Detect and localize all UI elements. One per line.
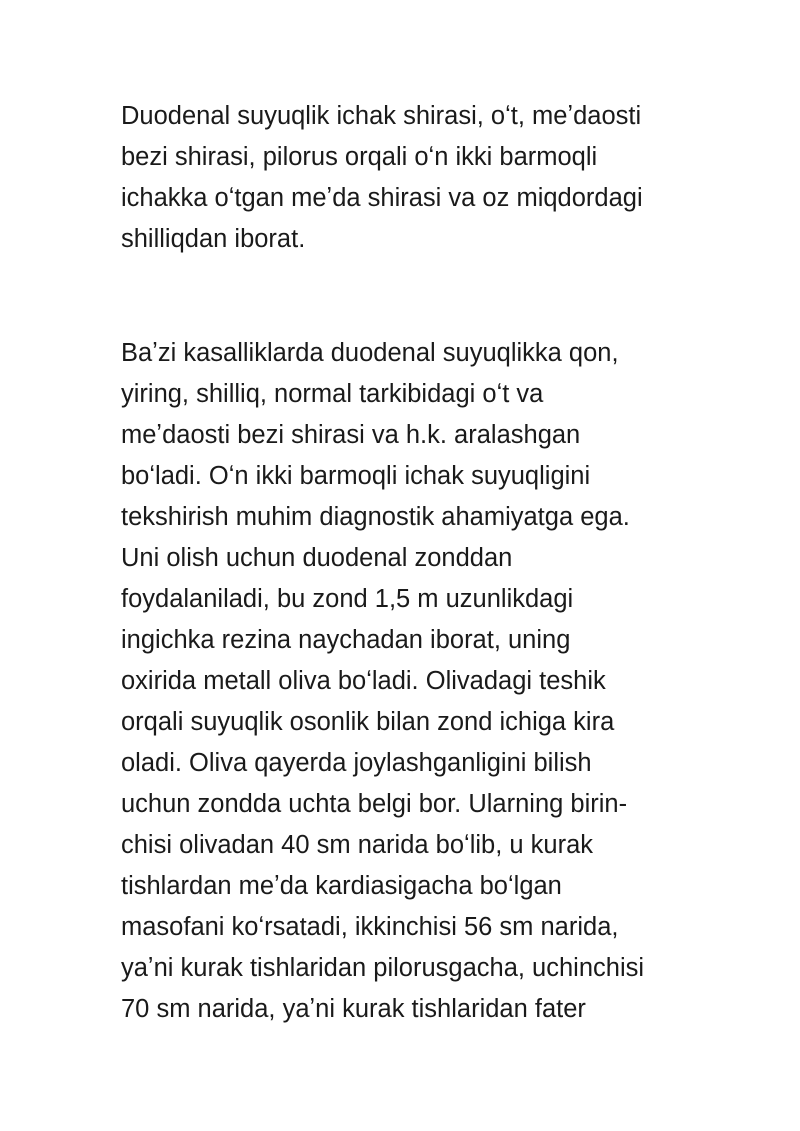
text-line: orqali suyuqlik osonlik bilan zond ichiga kira	[121, 708, 615, 736]
text-line: foydalaniladi, bu zond 1,5 m uzunlikdagi	[121, 585, 574, 613]
text-line: ingichka rezina naychadan iborat, uning	[121, 626, 571, 654]
text-line: meʼdaosti bezi shirasi va h.k. aralashgan	[121, 421, 581, 449]
text-line: yaʼni kurak tishlaridan pilorusgacha, uchinchisi	[121, 954, 645, 982]
text-line: Duodenal suyuqlik ichak shirasi, oʻt, meʼdaosti	[121, 102, 642, 130]
text-line: masofani koʻrsatadi, ikkinchisi 56 sm narida,	[121, 913, 619, 941]
text-line: tishlardan meʼda kardiasigacha boʻlgan	[121, 872, 562, 900]
text-line: 70 sm narida, yaʼni kurak tishlaridan fater	[121, 995, 586, 1023]
text-line: oladi. Oliva qayerda joylashganligini bilish	[121, 749, 592, 777]
text-line: boʻladi. Oʻn ikki barmoqli ichak suyuqligini	[121, 462, 591, 490]
text-line: shilliqdan iborat.	[121, 225, 306, 253]
paragraph-2	[121, 333, 721, 1030]
text-line: bezi shirasi, pilorus orqali oʻn ikki barmoqli	[121, 143, 598, 171]
text-line: tekshirish muhim diagnostik ahamiyatga ega.	[121, 503, 630, 531]
text-line: ichakka oʻtgan meʼda shirasi va oz miqdordagi	[121, 184, 643, 212]
text-line: uchun zondda uchta belgi bor. Ularning birin-	[121, 790, 628, 818]
paragraph-1	[121, 96, 721, 260]
text-line: chisi olivadan 40 sm narida boʻlib, u kurak	[121, 831, 593, 859]
text-line: Baʼzi kasalliklarda duodenal suyuqlikka qon,	[121, 339, 619, 367]
text-line: Uni olish uchun duodenal zonddan	[121, 544, 513, 572]
text-line: yiring, shilliq, normal tarkibidagi oʻt va	[121, 380, 544, 408]
text-line: oxirida metall oliva boʻladi. Olivadagi teshik	[121, 667, 606, 695]
